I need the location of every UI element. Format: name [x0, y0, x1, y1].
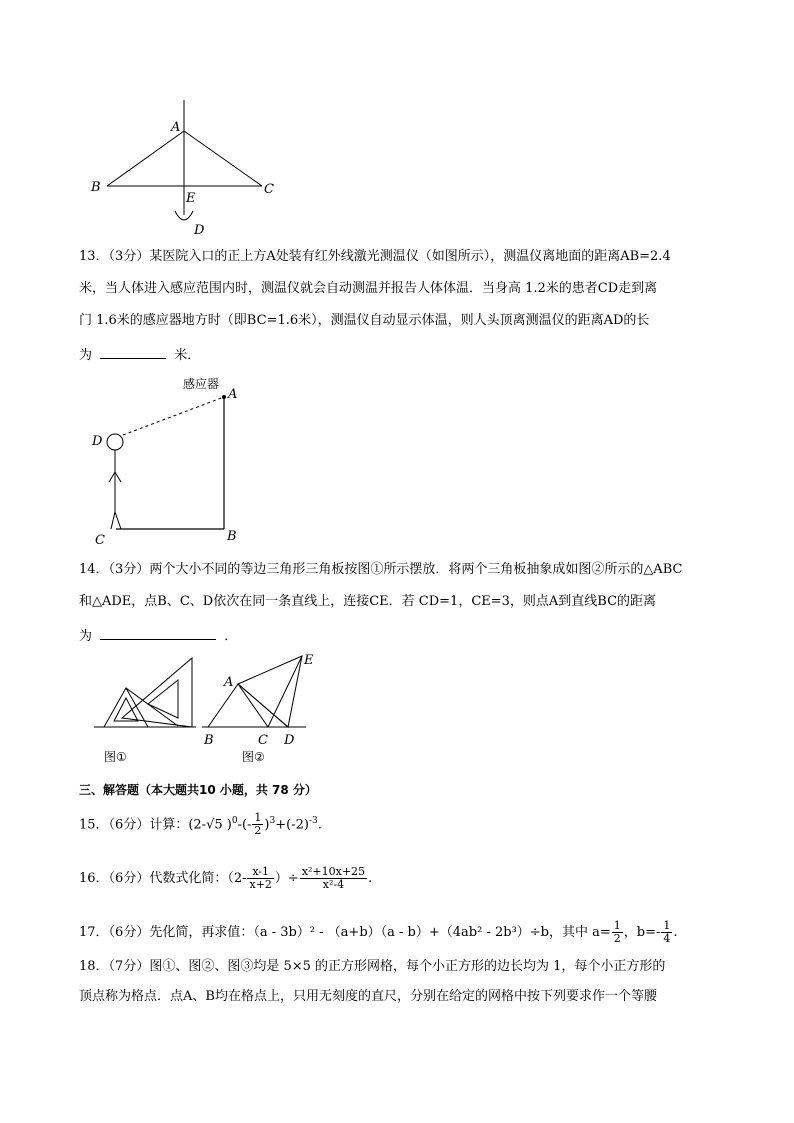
q15-end: .: [317, 817, 322, 833]
section-3-heading: 三、解答题（本大题共10 小题，共 78 分）: [79, 783, 317, 797]
sensor-label: 感应器: [183, 377, 220, 391]
q16: [79, 866, 372, 891]
q17-b-fraction: $\frac{1}{4}$: [663, 919, 671, 945]
label-d: D: [194, 223, 205, 238]
figure-q13: [85, 372, 265, 550]
figure-q14-2: [200, 650, 330, 768]
q13-line1: 13．（3分）某医院入口的正上方A处装有红外线激光测温仪（如图所示），测温仪离地面的距离AB=2.4: [79, 249, 671, 264]
label-e: E: [186, 191, 196, 206]
q15-minus: -(-: [237, 817, 252, 833]
q14-wei: 为: [79, 629, 93, 644]
segment-ac: [184, 131, 262, 186]
label-c: C: [264, 182, 274, 197]
small-triangle-inner: [114, 698, 138, 721]
q17-b-label: ，b=-: [623, 925, 661, 940]
q15-exp-b: 3: [269, 816, 276, 826]
q13-line3: 门 1.6米的感应器地方时（即BC=1.6米），测温仪自动显示体温，则人头顶离测温仪的距离AD的长: [79, 313, 650, 328]
q13-unit: 米．: [174, 348, 201, 363]
q15-exp-a: 0: [231, 816, 238, 826]
q14-line2: 和△ADE，点B、C、D依次在同一条直线上，连接CE．若 CD=1，CE=3，则点A到直线BC的距离: [79, 594, 657, 609]
person-leg-r: [115, 512, 121, 529]
person-head: [107, 434, 123, 450]
label-a: A: [228, 387, 238, 402]
person-arm-r: [115, 472, 121, 482]
person-arm-l: [109, 472, 115, 482]
q15-fraction: $\frac{1}{2}$: [254, 811, 262, 838]
q16-mid: ）÷: [274, 871, 299, 886]
q18-line2: 顶点称为格点．点A、B均在格点上，只用无刻度的直尺，分别在给定的网格中按下列要求作一个等腰: [79, 989, 657, 1004]
dashed-ad: [123, 397, 224, 435]
segment-ce: [268, 656, 302, 727]
label-b: B: [204, 733, 214, 748]
label-b: B: [227, 529, 237, 544]
triangle-ade: [238, 656, 302, 727]
q17-end: .: [673, 925, 678, 940]
label-a: A: [171, 120, 181, 135]
q17: [79, 920, 678, 945]
edge-1: [126, 688, 178, 726]
segment-ab: [107, 131, 184, 186]
fig1-caption: 图①: [104, 750, 127, 764]
q16-end: .: [368, 871, 373, 886]
q14-period: ．: [224, 629, 238, 644]
q18-line1: 18．（7分）图①、图②、图③均是 5×5 的正方形网格，每个小正方形的边长均为 1，每个小正方形的: [79, 959, 666, 974]
q16-prefix: 16．（6分）代数式化简：（2-: [79, 871, 247, 886]
q14-line1: 14．（3分）两个大小不同的等边三角形三角板按图①所示摆放．将两个三角板抽象成如图②所示的△ABC: [79, 562, 683, 577]
q15: [79, 812, 322, 837]
q15-tail: +(-2): [275, 817, 309, 833]
label-e: E: [304, 653, 314, 668]
q14-line3: [79, 625, 237, 646]
q15-expr-a: (2-√5 ): [188, 817, 232, 833]
q17-text: 17．（6分）先化简，再求值：（a - 3b）² - （a+b）（a - b）+（4ab² - 2b³）÷b，其中 a=: [79, 925, 611, 940]
q16-fraction-1: $\frac{x-1}{x+2}$: [249, 865, 272, 891]
q15-close: ): [264, 817, 270, 833]
q16-fraction-2: $\frac{\text{x²+10x+25}}{\text{x²-4}}$: [301, 865, 366, 891]
triangle-abc: [208, 684, 268, 727]
q15-exp-c: -3: [308, 816, 318, 826]
figure-q14-1: [92, 650, 204, 768]
label-d: D: [284, 733, 295, 748]
person-leg-l: [111, 512, 115, 529]
q14-answer-blank[interactable]: [100, 625, 216, 640]
q13-wei: 为: [79, 348, 93, 363]
large-triangle-inner: [148, 680, 178, 718]
label-c: C: [258, 733, 268, 748]
fig2-caption: 图②: [242, 750, 265, 764]
q15-prefix: 15．（6分）计算：: [79, 817, 189, 833]
q13-line4: [79, 344, 200, 365]
label-c: C: [95, 533, 105, 548]
q13-answer-blank[interactable]: [100, 344, 166, 359]
q17-a-fraction: $\frac{1}{2}$: [613, 919, 621, 945]
figure-q12: [85, 95, 285, 240]
q13-line2: 米，当人体进入感应范围内时，测温仪就会自动测温并报告人体体温．当身高 1.2米的患者CD走到离: [79, 281, 658, 296]
label-b: B: [91, 180, 101, 195]
label-a: A: [224, 675, 234, 690]
label-d: D: [92, 434, 103, 449]
